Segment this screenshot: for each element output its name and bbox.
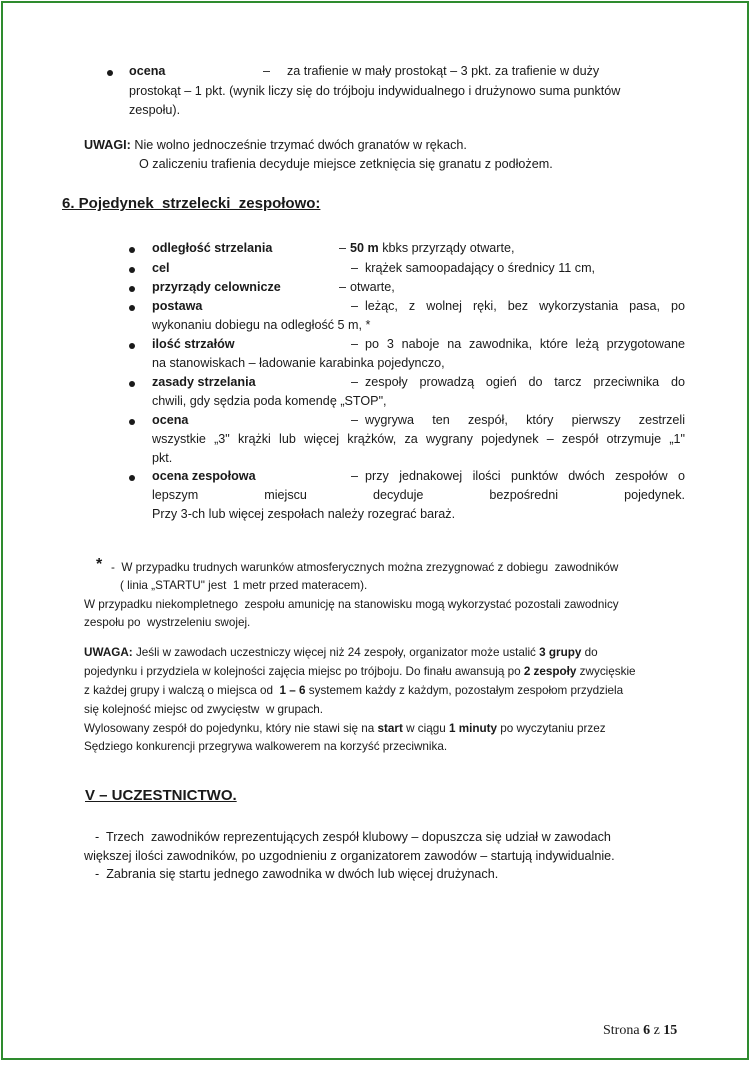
- list-item-text: [365, 467, 685, 487]
- bullet-dot: [129, 286, 135, 292]
- list-item-continuation: lepszym miejscu decyduje bezpośredni pojedynek.: [152, 488, 685, 502]
- list-item-continuation: chwili, gdy sędzia poda komendę „STOP",: [152, 394, 387, 408]
- list-item-continuation: wszystkie „3" krążki lub więcej krążków, za wygrany pojedynek – zespół otrzymuje „1": [152, 432, 685, 446]
- list-item-continuation: Przy 3-ch lub więcej zespołach należy rozegrać baraż.: [152, 507, 456, 521]
- list-item-text: [365, 335, 685, 355]
- list-item-rest: leżąc, z wolnej ręki, bez wykorzystania pasa, po: [365, 299, 685, 313]
- footnote-line-3: W przypadku niekompletnego zespołu amunicję na stanowisku mogą wykorzystać pozostali zawodnicy: [84, 598, 619, 611]
- list-item-label: postawa: [152, 299, 203, 313]
- intro-line-3: zespołu).: [129, 103, 181, 117]
- list-item-text: [365, 297, 685, 317]
- list-item-dash: –: [351, 469, 359, 483]
- page-total: 15: [663, 1023, 678, 1038]
- list-item-text: [365, 373, 685, 393]
- list-item-rest: kbks przyrządy otwarte,: [378, 241, 515, 255]
- section-v-line-3: - Zabrania się startu jednego zawodnika w dwóch lub więcej drużynach.: [95, 867, 499, 881]
- uwaga-text-5c: w ciągu: [402, 722, 449, 735]
- uwaga-text-3c: systemem każdy z każdym, pozostałym zespołom przydziela: [305, 684, 624, 697]
- intro-line-1: za trafienie w mały prostokąt – 3 pkt. za trafienie w duży: [287, 64, 600, 78]
- uwaga-line-1: [84, 643, 598, 662]
- list-item-continuation: na stanowiskach – ładowanie karabinka pojedynczo,: [152, 356, 445, 370]
- list-item-dash: –: [351, 299, 359, 313]
- page-number-mid: z: [650, 1023, 664, 1038]
- list-item-continuation: pkt.: [152, 451, 173, 465]
- list-item-text: [350, 239, 515, 259]
- page-current: 6: [643, 1023, 651, 1038]
- page-number: [603, 1023, 677, 1039]
- uwaga-line-3: [84, 681, 623, 700]
- uwagi-text-1: Nie wolno jednocześnie trzymać dwóch granatów w rękach.: [134, 138, 467, 152]
- uwagi-line-2: O zaliczeniu trafienia decyduje miejsce zetknięcia się granatu z podłożem.: [139, 157, 553, 171]
- section-v-line-2: większej ilości zawodników, po uzgodnieniu z organizatorem zawodów – startują indywidualnie.: [84, 849, 615, 863]
- uwaga-text-2a: pojedynku i przydziela w kolejności zajęcia miejsc po trójboju. Do finału awansują po: [84, 665, 524, 678]
- list-item-rest: krążek samoopadający o średnicy 11 cm,: [365, 261, 596, 275]
- uwaga-text-1c: do: [581, 646, 598, 659]
- uwaga-line-6: Sędziego konkurencji przegrywa walkowerem na korzyść przeciwnika.: [84, 740, 448, 753]
- uwaga-text-5e: po wyczytaniu przez: [497, 722, 606, 735]
- bullet-dot: [129, 305, 135, 311]
- list-item-continuation: wykonaniu dobiegu na odległość 5 m, *: [152, 318, 371, 332]
- uwaga-text-1a: Jeśli w zawodach uczestniczy więcej niż 24 zespoły, organizator może ustalić: [132, 646, 540, 659]
- list-item-label: cel: [152, 261, 170, 275]
- list-item-label: zasady strzelania: [152, 375, 256, 389]
- uwaga-text-2c: zwycięskie: [576, 665, 636, 678]
- section-v-line-1: - Trzech zawodników reprezentujących zespół klubowy – dopuszcza się udział w zawodach: [95, 830, 611, 844]
- document-page: [1, 1, 749, 1060]
- list-item-rest: zespoły prowadzą ogień do tarcz przeciwnika do: [365, 375, 685, 389]
- uwaga-label: UWAGA:: [84, 646, 133, 659]
- list-item-text: [350, 278, 685, 298]
- list-item-label: odległość strzelania: [152, 241, 273, 255]
- uwaga-line-4: się kolejność miejsc od zwycięstw w grupach.: [84, 703, 324, 716]
- bullet-dot: [129, 419, 135, 425]
- list-item-rest: po 3 naboje na zawodnika, które leżą przygotowane: [365, 337, 685, 351]
- list-item-text: [365, 411, 685, 431]
- list-item-dash: –: [351, 375, 359, 389]
- bullet-dot: [129, 343, 135, 349]
- uwaga-text-3a: z każdej grupy i walczą o miejsca od: [84, 684, 280, 697]
- list-item-dash: –: [339, 280, 347, 294]
- list-item-label: przyrządy celownicze: [152, 280, 281, 294]
- list-item-dash: –: [339, 241, 347, 255]
- uwaga-bold-groups: 3 grupy: [539, 646, 582, 659]
- list-item-dash: –: [351, 261, 359, 275]
- page-number-prefix: Strona: [603, 1023, 644, 1038]
- list-item-dash: –: [351, 413, 359, 427]
- footnote-line-4: zespołu po wystrzeleniu swojej.: [84, 616, 251, 629]
- intro-dash: –: [263, 64, 271, 78]
- uwagi-line-1: [84, 136, 467, 156]
- uwaga-bold-start: start: [377, 722, 403, 735]
- list-item-bold: 50 m: [350, 241, 379, 255]
- uwaga-line-5: [84, 719, 606, 738]
- section-6-heading: 6. Pojedynek strzelecki zespołowo:: [62, 195, 321, 212]
- list-item-label: ilość strzałów: [152, 337, 235, 351]
- list-item-rest: przy jednakowej ilości punktów dwóch zespołów o: [365, 469, 685, 483]
- section-v-heading: V – UCZESTNICTWO.: [85, 787, 237, 804]
- list-item-label: ocena zespołowa: [152, 469, 256, 483]
- bullet-dot: [129, 247, 135, 253]
- list-item-label: ocena: [152, 413, 189, 427]
- list-item-rest: wygrywa ten zespół, który pierwszy zestrzeli: [365, 413, 685, 427]
- intro-line-2: prostokąt – 1 pkt. (wynik liczy się do trójboju indywidualnego i drużynowo suma punktów: [129, 84, 621, 98]
- footnote-line-2: ( linia „STARTU" jest 1 metr przed materacem).: [120, 579, 368, 592]
- uwagi-label: UWAGI:: [84, 138, 131, 152]
- bullet-dot: [129, 381, 135, 387]
- uwaga-bold-places: 1 – 6: [279, 684, 306, 697]
- intro-label: ocena: [129, 64, 166, 78]
- bullet-dot: [107, 70, 113, 76]
- footnote-star: *: [96, 556, 103, 573]
- bullet-dot: [129, 475, 135, 481]
- list-item-dash: –: [351, 337, 359, 351]
- footnote-line-1: - W przypadku trudnych warunków atmosferycznych można zrezygnować z dobiegu zawodników: [111, 561, 619, 574]
- bullet-dot: [129, 267, 135, 273]
- uwaga-bold-teams: 2 zespoły: [523, 665, 577, 678]
- uwaga-text-5a: Wylosowany zespół do pojedynku, który nie stawi się na: [84, 722, 378, 735]
- list-item-rest: otwarte,: [350, 280, 395, 294]
- uwaga-line-2: [84, 662, 636, 681]
- uwaga-bold-minute: 1 minuty: [449, 722, 498, 735]
- list-item-text: [365, 259, 685, 279]
